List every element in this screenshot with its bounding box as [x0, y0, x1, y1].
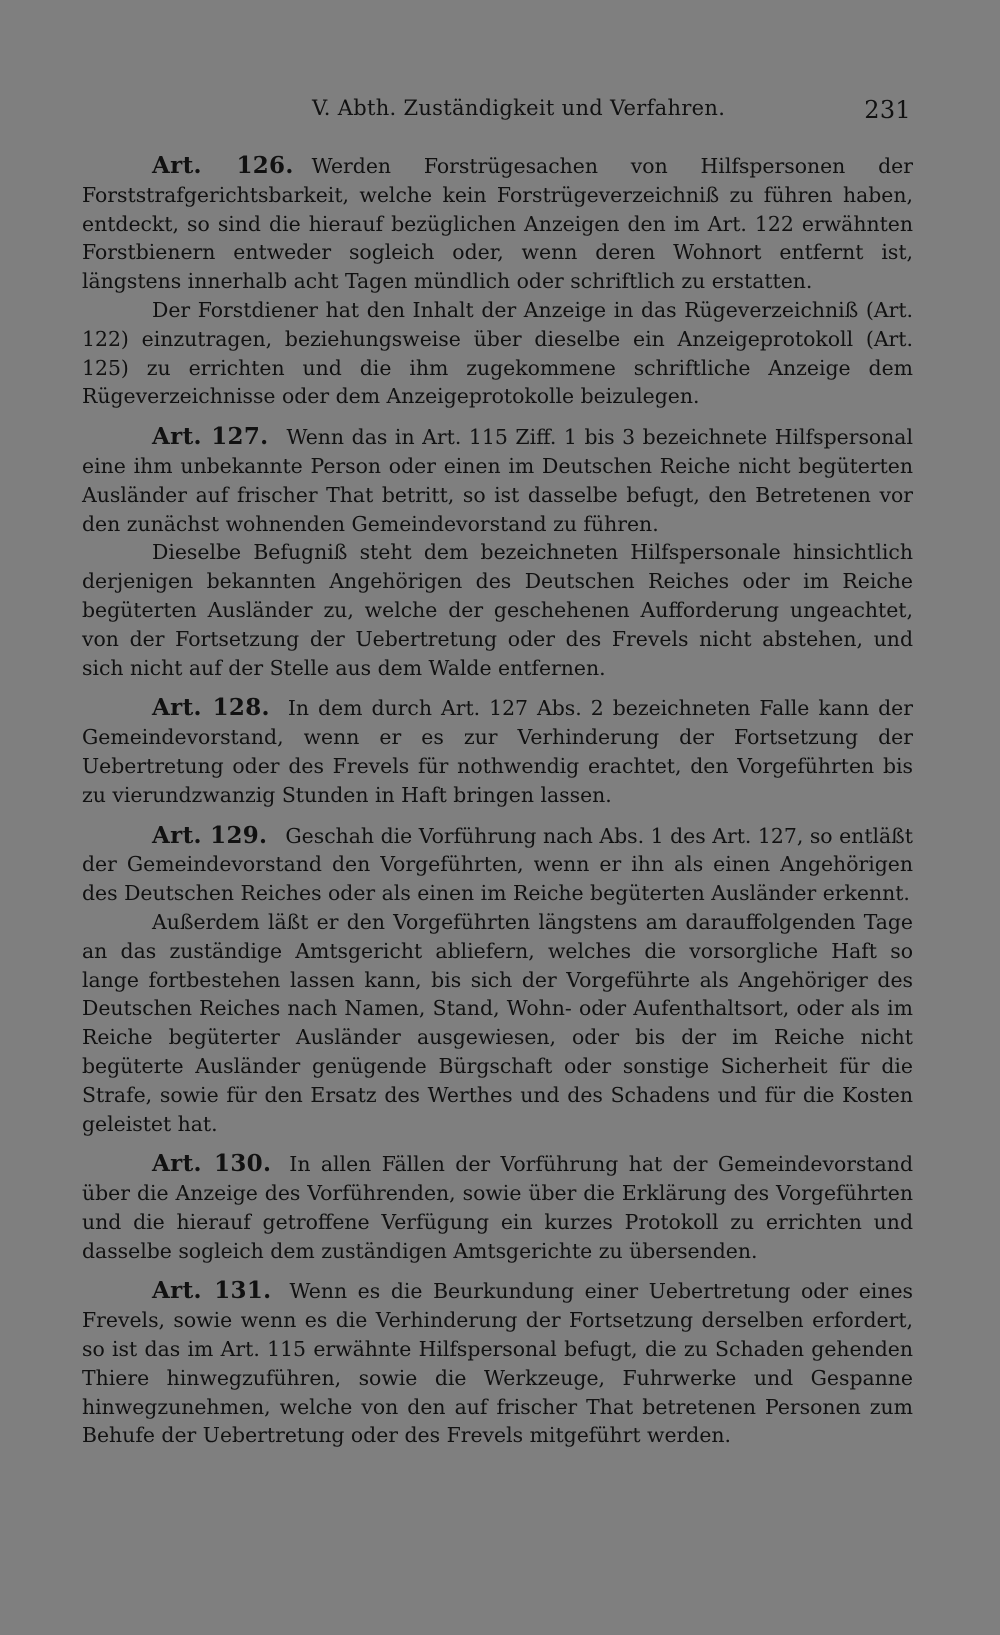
article-131	[82, 1277, 913, 1450]
article-label: Art. 129.	[152, 821, 268, 849]
article-127	[82, 423, 913, 682]
article-paragraph	[82, 1150, 913, 1265]
article-130	[82, 1150, 913, 1265]
paragraph-text: Wenn es die Beurkundung einer Uebertretung oder eines Frevels, sowie wenn es die Verhinderung der Fortsetzung derselben erfordert, so ist das im Art. 115 erwähnte Hilfspersonal befugt, die zu Schaden gehenden Thiere hinwegzuführen, sowie die Werkzeuge, Fuhrwerke und Gespanne hinwegzunehmen, welche von den auf frischer That betretenen Personen zum Behufe der Uebertretung oder des Frevels mitgeführt werden.	[82, 1279, 913, 1448]
article-paragraph	[82, 822, 913, 908]
article-paragraph: Dieselbe Befugniß steht dem bezeichneten Hilfspersonale hinsichtlich derjenigen bekannten Angehörigen des Deutschen Reiches oder im Reiche begüterten Ausländer zu, welche der geschehenen Aufforderung ungeachtet, von der Fortsetzung der Uebertretung oder des Frevels nicht abstehen, und sich nicht auf der Stelle aus dem Walde entfernen.	[82, 540, 913, 680]
article-paragraph	[82, 423, 913, 538]
article-label: Art. 128.	[152, 694, 270, 722]
article-label: Art. 130.	[152, 1150, 272, 1178]
paragraph-text: Werden Forstrügesachen von Hilfspersonen der Forststrafgerichtsbarkeit, welche kein Forstrügeverzeichniß zu führen haben, entdeckt, so sind die hierauf bezüglichen Anzeigen den im Art. 122 erwähnten Forstbienern entweder sogleich oder, wenn deren Wohnort entfernt ist, längstens innerhalb acht Tagen mündlich oder schriftlich zu erstatten.	[82, 154, 913, 294]
paragraph-text: Geschah die Vorführung nach Abs. 1 des Art. 127, so entläßt der Gemeindevorstand den Vorgeführten, wenn er ihn als einen Angehörigen des Deutschen Reiches oder als einen im Reiche begüterten Ausländer erkennt.	[82, 823, 914, 906]
article-paragraph	[82, 1277, 913, 1450]
paragraph-text: In dem durch Art. 127 Abs. 2 bezeichneten Falle kann der Gemeindevorstand, wenn er es zur Verhinderung der Fortsetzung der Uebertretung oder des Frevels für nothwendig erachtet, den Vorgeführten bis zu vierundzwanzig Stunden in Haft bringen lassen.	[82, 696, 913, 807]
article-label: Art. 126.	[152, 152, 294, 179]
article-128	[82, 694, 913, 809]
body-text	[82, 152, 913, 1462]
article-label: Art. 127.	[152, 423, 269, 451]
paragraph-text: Wenn das in Art. 115 Ziff. 1 bis 3 bezeichnete Hilfspersonal eine ihm unbekannte Person oder einen im Deutschen Reiche nicht begüterten Ausländer auf frischer That betritt, so ist dasselbe befugt, den Betretenen vor den zunächst wohnenden Gemeindevorstand zu führen.	[82, 425, 913, 536]
article-129	[82, 822, 913, 1139]
page-number: 231	[864, 96, 911, 124]
article-label: Art. 131.	[152, 1277, 272, 1305]
article-paragraph: Außerdem läßt er den Vorgeführten längstens am darauffolgenden Tage an das zuständige Amtsgericht abliefern, welches die vorsorgliche Haft so lange fortbestehen lassen kann, bis sich der Vorgeführte als Angehöriger des Deutschen Reiches nach Namen, Stand, Wohn- oder Aufenthaltsort, oder als im Reiche begüterter Ausländer ausgewiesen, oder bis der im Reiche nicht begüterte Ausländer genügende Bürgschaft oder sonstige Sicherheit für die Strafe, sowie für den Ersatz des Werthes und des Schadens und für die Kosten geleistet hat.	[82, 909, 913, 1136]
article-paragraph	[82, 152, 913, 296]
paragraph-text: In allen Fällen der Vorführung hat der Gemeindevorstand über die Anzeige des Vorführenden, sowie über die Erklärung des Vorgeführten und die hierauf getroffene Verfügung ein kurzes Protokoll zu errichten und dasselbe sogleich dem zuständigen Amtsgerichte zu übersenden.	[82, 1152, 913, 1263]
article-paragraph: Der Forstdiener hat den Inhalt der Anzeige in das Rügeverzeichniß (Art. 122) einzutragen, beziehungsweise über dieselbe ein Anzeigeprotokoll (Art. 125) zu errichten und die ihm zugekommene schriftliche Anzeige dem Rügeverzeichnisse oder dem Anzeigeprotokolle beizulegen.	[82, 297, 913, 409]
article-126	[82, 152, 913, 411]
running-head-title: V. Abth. Zuständigkeit und Verfahren.	[312, 96, 726, 120]
article-paragraph	[82, 694, 913, 809]
running-head	[82, 96, 913, 128]
